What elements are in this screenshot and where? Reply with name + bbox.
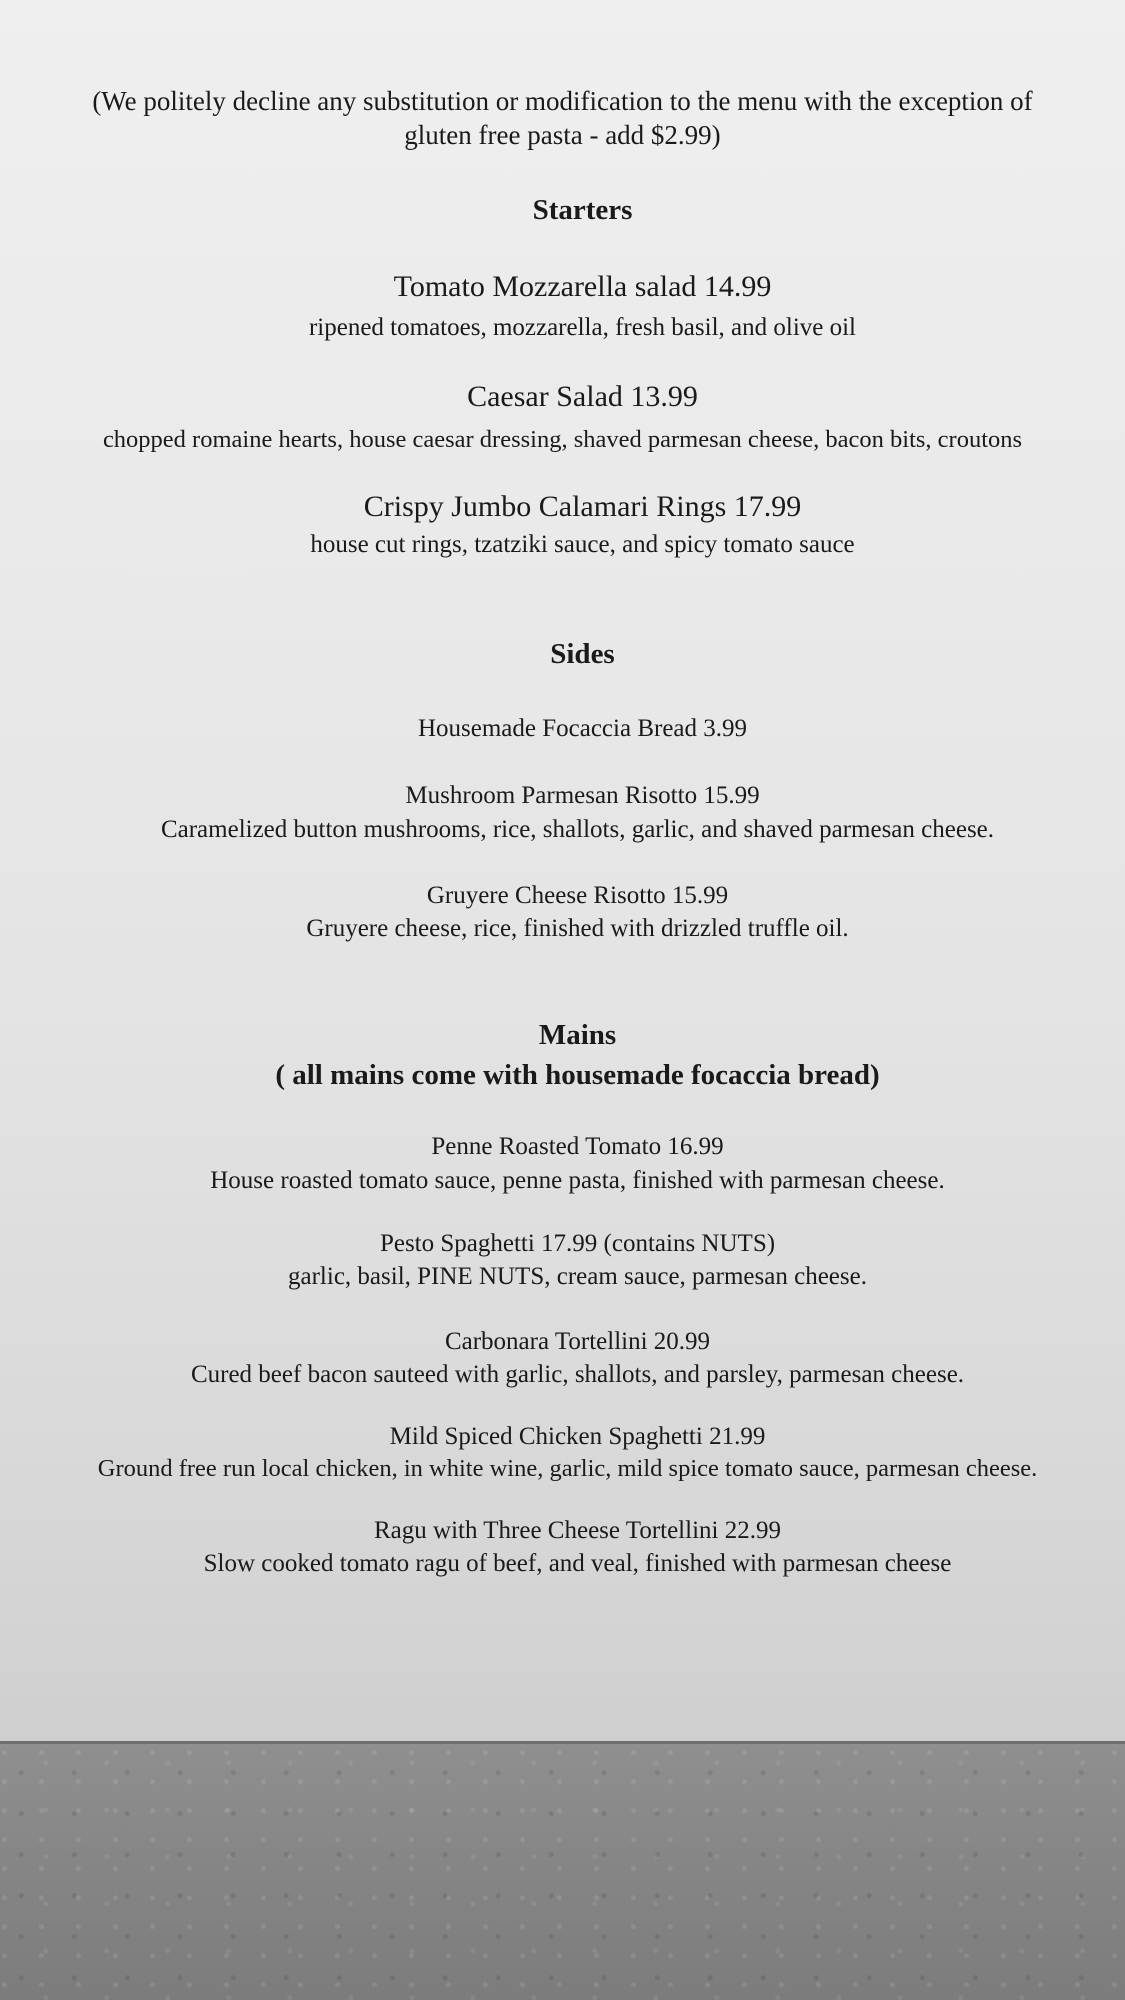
main-item-name: Penne Roasted Tomato 16.99 bbox=[431, 1133, 724, 1160]
side-item-name: Housemade Focaccia Bread 3.99 bbox=[417, 715, 748, 742]
main-item-description: Cured beef bacon sauteed with garlic, shallots, and parsley, parmesan cheese. bbox=[190, 1361, 965, 1388]
main-item-name: Ragu with Three Cheese Tortellini 22.99 bbox=[374, 1517, 781, 1544]
main-item-description: Slow cooked tomato ragu of beef, and veal, finished with parmesan cheese bbox=[203, 1550, 952, 1577]
starter-item-name: Crispy Jumbo Calamari Rings 17.99 bbox=[363, 490, 802, 523]
side-item-name: Gruyere Cheese Risotto 15.99 bbox=[426, 882, 729, 909]
main-item-description: Ground free run local chicken, in white wine, garlic, mild spice tomato sauce, parmesan cheese. bbox=[97, 1455, 1038, 1482]
side-item-name: Mushroom Parmesan Risotto 15.99 bbox=[405, 782, 760, 809]
starter-item-description: house cut rings, tzatziki sauce, and spicy tomato sauce bbox=[310, 531, 855, 558]
starter-item-description: chopped romaine hearts, house caesar dressing, shaved parmesan cheese, bacon bits, croutons bbox=[102, 426, 1023, 453]
substitution-notice-line-2: gluten free pasta - add $2.99) bbox=[404, 120, 721, 150]
main-item-description: House roasted tomato sauce, penne pasta, finished with parmesan cheese. bbox=[210, 1167, 945, 1194]
mains-heading: Mains bbox=[538, 1019, 617, 1051]
substitution-notice-line-1: (We politely decline any substitution or modification to the menu with the exception of bbox=[92, 86, 1033, 116]
mains-subheading: ( all mains come with housemade focaccia bread) bbox=[275, 1059, 880, 1091]
side-item-description: Gruyere cheese, rice, finished with drizzled truffle oil. bbox=[306, 915, 849, 942]
table-surface bbox=[0, 1744, 1125, 2000]
starter-item-name: Tomato Mozzarella salad 14.99 bbox=[393, 270, 772, 303]
main-item-name: Carbonara Tortellini 20.99 bbox=[444, 1328, 711, 1355]
sides-heading: Sides bbox=[550, 638, 615, 670]
main-item-name: Mild Spiced Chicken Spaghetti 21.99 bbox=[389, 1423, 766, 1450]
main-item-name: Pesto Spaghetti 17.99 (contains NUTS) bbox=[379, 1230, 776, 1257]
side-item-description: Caramelized button mushrooms, rice, shallots, garlic, and shaved parmesan cheese. bbox=[160, 816, 995, 843]
starters-heading: Starters bbox=[532, 194, 633, 226]
starter-item-description: ripened tomatoes, mozzarella, fresh basil, and olive oil bbox=[308, 314, 857, 341]
main-item-description: garlic, basil, PINE NUTS, cream sauce, parmesan cheese. bbox=[288, 1263, 867, 1290]
starter-item-name: Caesar Salad 13.99 bbox=[467, 380, 698, 413]
